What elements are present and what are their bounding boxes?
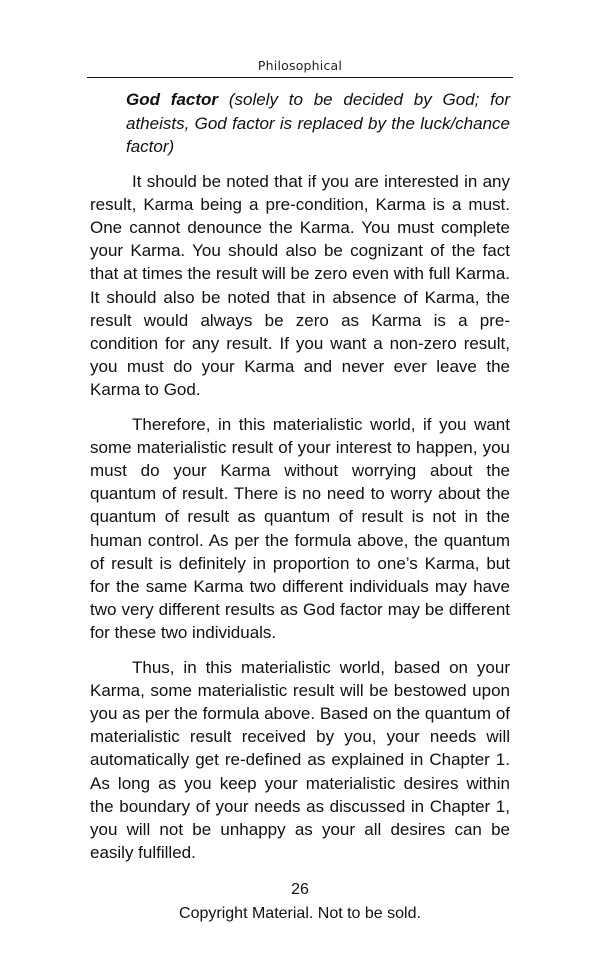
paragraph: Therefore, in this materialistic world, if you want some materialistic result of your interest to happen, you must do your Karma without worrying about the quantum of result. There is no need to worry about the quantum of result as quantum of result is not in the human control. As per the formula above, the quantum of result is definitely in proportion to one’s Karma, but for the same Karma two different individuals may have two very different results as God factor may be different for these two individuals.: [90, 414, 510, 643]
formula-description: (solely to be decided by God; for atheists, God factor is replaced by the luck/chance factor): [126, 90, 510, 156]
formula-item: [126, 88, 510, 159]
header-rule: [87, 77, 513, 78]
page-number: 26: [291, 881, 309, 898]
formula-term: God factor: [126, 90, 219, 109]
paragraph: It should be noted that if you are interested in any result, Karma being a pre-condition, Karma is a must. One cannot denounce the Karma. You must complete your Karma. You should also be cognizant of the fact that at times the result will be zero even with full Karma. It should also be noted that in absence of Karma, the result would always be zero as Karma is a pre-condition for any result. If you want a non-zero result, you must do your Karma and never ever leave the Karma to God.: [90, 171, 510, 400]
copyright-notice: Copyright Material. Not to be sold.: [179, 905, 421, 922]
paragraph: Thus, in this materialistic world, based on your Karma, some materialistic result will be bestowed upon you as per the formula above. Based on the quantum of materialistic result received by you, your needs will automatically get re-defined as explained in Chapter 1. As long as you keep your materialistic desires within the boundary of your needs as discussed in Chapter 1, you will not be unhappy as your all desires can be easily fulfilled.: [90, 657, 510, 863]
running-header: Philosophical: [257, 58, 343, 73]
page-body: [90, 88, 510, 875]
